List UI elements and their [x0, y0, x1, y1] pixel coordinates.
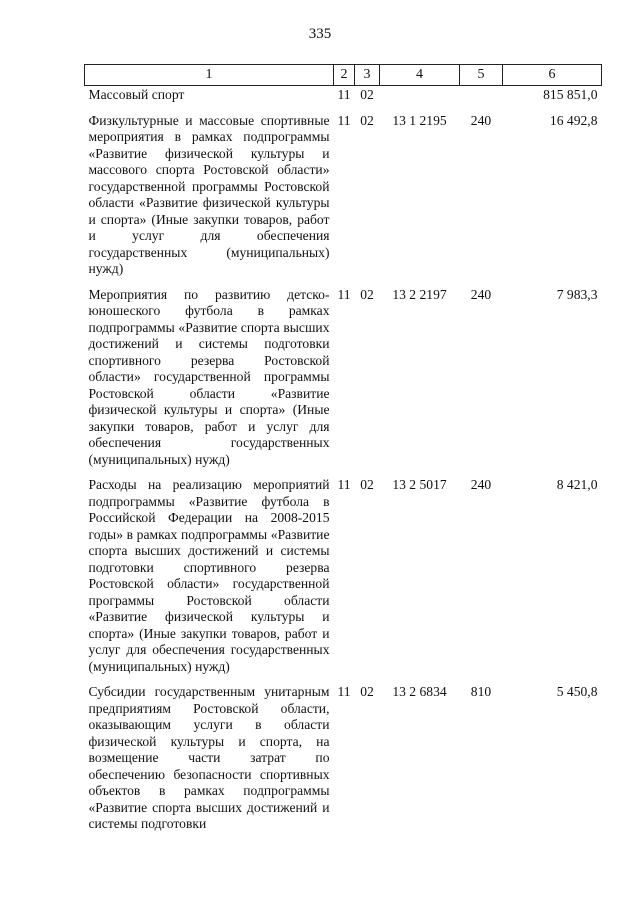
row-section: 11	[337, 87, 351, 102]
column-header-subsection: 3	[355, 65, 380, 86]
row-expense-type: 240	[470, 477, 492, 492]
budget-table	[84, 64, 602, 841]
row-subsection: 02	[360, 286, 374, 302]
table-body	[85, 86, 602, 841]
row-section: 11	[337, 112, 351, 128]
column-header-amount: 6	[503, 65, 602, 86]
row-amount: 16 492,8	[549, 112, 598, 128]
column-header-name: 1	[85, 65, 334, 86]
table-row	[85, 683, 602, 841]
row-expense-type: 240	[470, 286, 492, 302]
row-target-article: 13 2 5017	[392, 477, 447, 492]
table-row	[85, 286, 602, 477]
row-subsection: 02	[360, 87, 374, 102]
row-expense-type	[460, 86, 503, 112]
header-row	[85, 65, 602, 86]
row-amount: 815 851,0	[543, 87, 598, 102]
row-target-article	[380, 86, 460, 112]
row-subsection: 02	[360, 684, 374, 699]
row-section: 11	[337, 477, 351, 492]
column-header-section: 2	[334, 65, 355, 86]
page-number: 335	[308, 26, 332, 42]
row-target-article: 13 1 2195	[392, 112, 447, 128]
row-name: Массовый спорт	[88, 87, 185, 102]
row-name: Мероприятия по развитию детско-юношеского футбола в рамках подпрограммы «Развитие спорта высших достижений и системы подготовки спортивного резерва Ростовской области» государственной программы Ростовской области «Развитие физической культуры и спорта» (Иные закупки товаров, работ и услуг для обеспечения государственных (муниципальных) нужд)	[88, 286, 330, 467]
row-target-article: 13 2 2197	[392, 286, 447, 302]
table-row	[85, 86, 602, 112]
row-target-article: 13 2 6834	[392, 684, 447, 699]
row-subsection: 02	[360, 112, 374, 128]
row-section: 11	[337, 286, 351, 302]
row-amount: 5 450,8	[556, 684, 598, 699]
row-name: Субсидии государственным унитарным предприятиям Ростовской области, оказывающим услуги в области физической культуры и спорта, на возмещение части затрат по обеспечению безопасности спортивных объектов в рамках подпрограммы «Развитие спорта высших достижений и системы подготовки	[88, 684, 330, 831]
table-row	[85, 476, 602, 683]
row-amount: 8 421,0	[556, 477, 598, 492]
table-row	[85, 112, 602, 286]
row-section: 11	[337, 684, 351, 699]
row-subsection: 02	[360, 477, 374, 492]
row-expense-type: 810	[470, 684, 492, 699]
column-header-target-article: 4	[380, 65, 460, 86]
row-name: Расходы на реализацию мероприятий подпрограммы «Развитие футбола в Российской Федерации на 2008-2015 годы» в рамках подпрограммы «Развитие спорта высших достижений и системы подготовки спортивного резерва Ростовской области» государственной программы Ростовской области «Развитие физической культуры и спорта» (Иные закупки товаров, работ и услуг для обеспечения государственных (муниципальных) нужд)	[88, 477, 330, 674]
row-name: Физкультурные и массовые спортивные мероприятия в рамках подпрограммы «Развитие физической культуры и массового спорта Ростовской области» государственной программы Ростовской области «Развитие физической культуры и спорта» (Иные закупки товаров, работ и услуг для обеспечения государственных (муниципальных) нужд)	[88, 112, 330, 276]
row-amount: 7 983,3	[556, 286, 598, 302]
table-header	[85, 65, 602, 86]
row-expense-type: 240	[470, 112, 492, 128]
column-header-expense-type: 5	[460, 65, 503, 86]
